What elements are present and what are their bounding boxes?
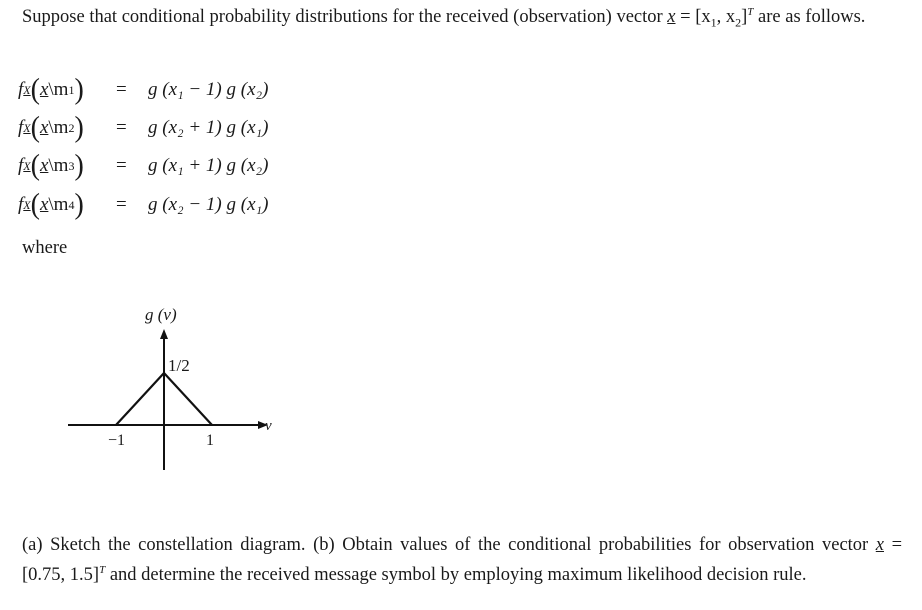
equation-lhs: f X ( x \m 2 ) xyxy=(18,111,84,144)
peak-label: 1/2 xyxy=(168,356,190,375)
equation-row xyxy=(18,148,268,184)
equation-row xyxy=(18,187,268,223)
equation-lhs: f X ( x \m 4 ) xyxy=(18,188,84,221)
equation-rhs: g (x₁ − 1) g (x₂) xyxy=(148,79,269,100)
figure-ylabel: g (v) xyxy=(145,305,177,324)
equation-row xyxy=(18,110,268,146)
question-vector: x xyxy=(875,535,884,555)
equation-rhs: g (x₂ + 1) g (x₁) xyxy=(148,117,269,138)
vector-x: x xyxy=(667,7,676,27)
intro-close: ] xyxy=(741,7,748,27)
question-part3: and determine the received message symbol by employing maximum likelihood decision rule. xyxy=(105,565,807,585)
equation-lhs: f X ( x \m 3 ) xyxy=(18,149,84,182)
intro-text: Suppose that conditional probability distributions for the received (observation) vector xyxy=(22,7,668,27)
x-axis-label: v xyxy=(265,418,272,434)
intro-eq: = [x xyxy=(675,7,711,27)
equals-sign: = xyxy=(116,194,127,215)
tick-label-neg: −1 xyxy=(108,432,126,449)
equation-rhs: g (x₂ − 1) g (x₁) xyxy=(148,194,269,215)
equals-sign: = xyxy=(116,79,127,100)
g-function-figure xyxy=(60,295,300,480)
equation-rhs: g (x₁ + 1) g (x₂) xyxy=(148,155,269,176)
equation-row xyxy=(18,72,268,108)
equation-lhs: f X ( x \m 1 ) xyxy=(18,73,84,106)
question-paragraph xyxy=(22,530,902,590)
question-transpose: T xyxy=(99,563,106,576)
transpose: T xyxy=(747,5,754,18)
tick-label-pos: 1 xyxy=(206,432,214,449)
equals-sign: = xyxy=(116,155,127,176)
intro-paragraph xyxy=(22,2,902,32)
intro-comma: , x xyxy=(716,7,736,27)
intro-after: are as follows. xyxy=(753,7,866,27)
question-part1: (a) Sketch the constellation diagram. (b) Obtain values of the conditional probabilities for observation vector xyxy=(22,535,876,555)
sub-1: 1 xyxy=(710,15,717,30)
question-part2: = [0.75, 1.5] xyxy=(22,535,902,585)
where-label: where xyxy=(22,238,68,258)
equals-sign: = xyxy=(116,117,127,138)
y-axis-arrow xyxy=(160,329,168,339)
sub-2: 2 xyxy=(735,15,742,30)
